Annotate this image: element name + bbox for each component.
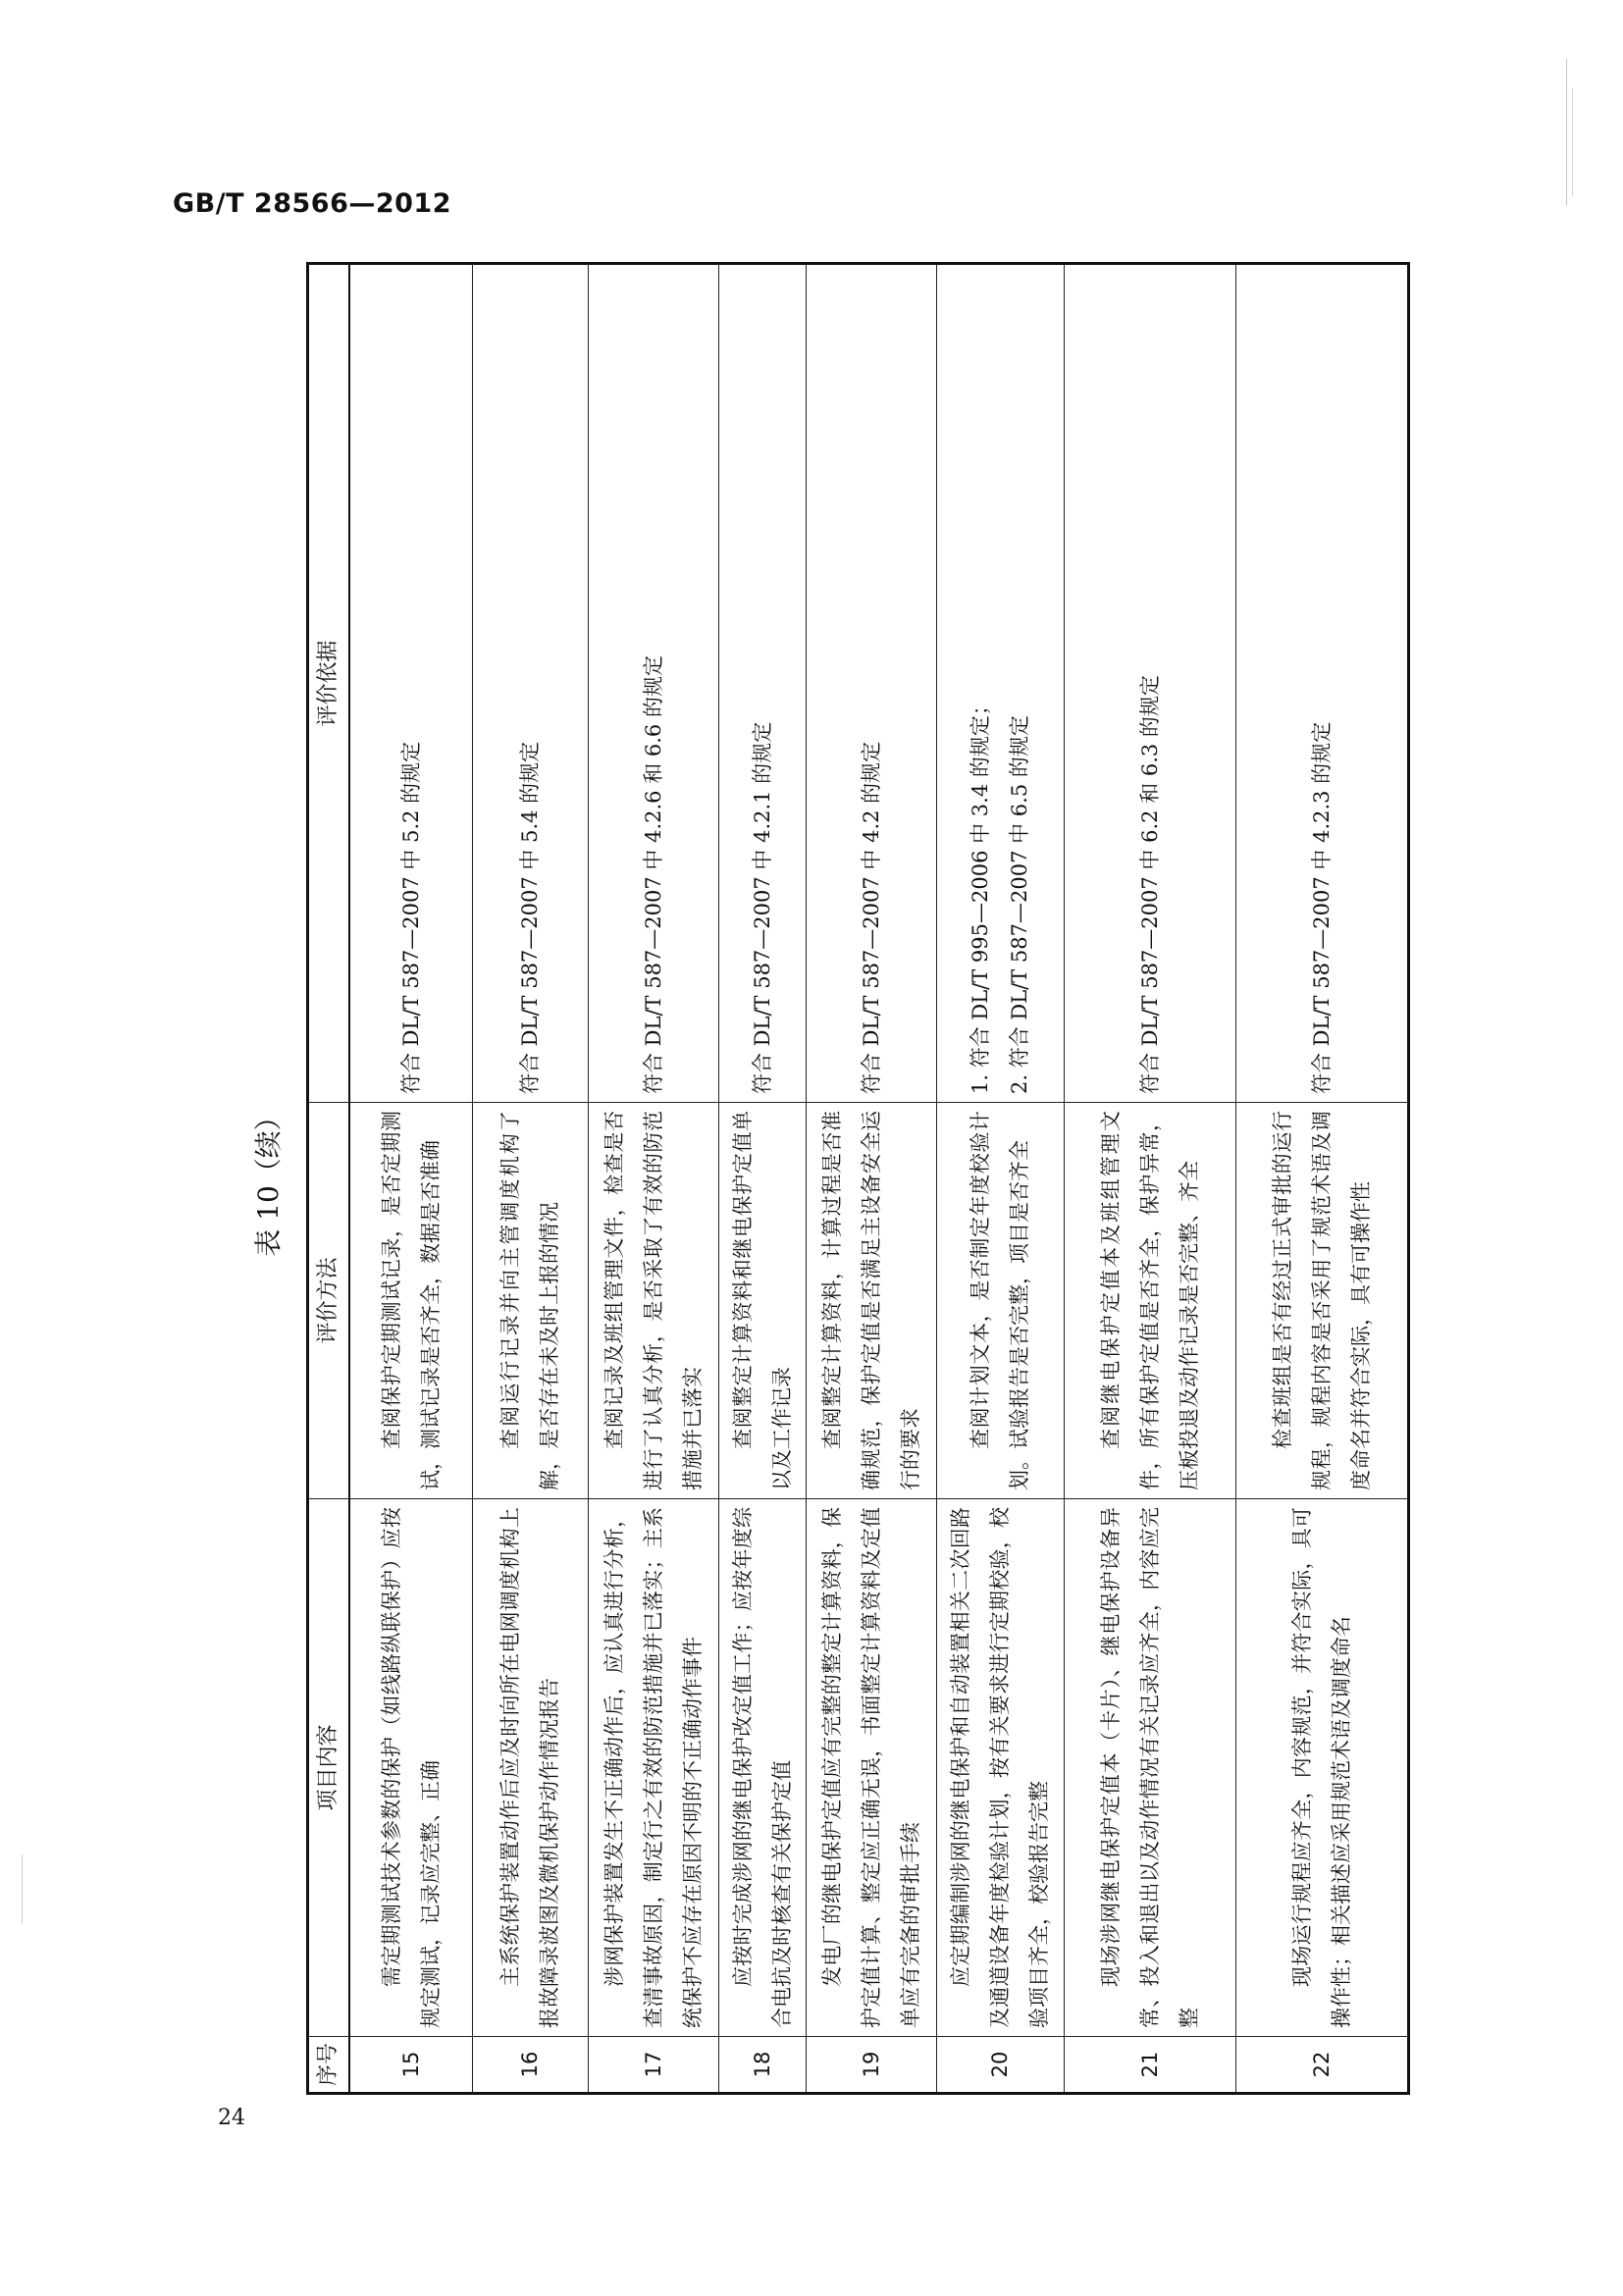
row-basis <box>588 264 718 1103</box>
row-method: 查阅计划文本，是否制定年度校验计划。试验报告是否完整，项目是否齐全 <box>936 1103 1064 1499</box>
table-caption: 表 10（续） <box>252 1103 285 1257</box>
column-header-seq: 序号 <box>308 2037 350 2094</box>
standard-number: GB/T 28566—2012 <box>173 188 451 219</box>
row-basis <box>806 264 936 1103</box>
row-seq: 20 <box>936 2037 1064 2094</box>
table-row <box>1064 264 1235 2094</box>
table-row <box>472 264 588 2094</box>
basis-line: 符合 DL/T 587—2007 中 5.4 的规定 <box>518 741 542 1094</box>
column-header-content: 项目内容 <box>308 1499 350 2037</box>
table-header-row <box>308 264 350 2094</box>
scan-margin-line <box>1566 59 1567 206</box>
basis-line: 符合 DL/T 587—2007 中 6.2 和 6.3 的规定 <box>1137 675 1162 1094</box>
table-row <box>806 264 936 2094</box>
row-basis <box>349 264 472 1103</box>
row-method: 查阅保护定期测试记录，是否定期测试，测试记录是否齐全，数据是否准确 <box>349 1103 472 1499</box>
row-seq: 15 <box>349 2037 472 2094</box>
row-seq: 18 <box>718 2037 806 2094</box>
basis-line: 2. 符合 DL/T 587—2007 中 6.5 的规定 <box>1008 715 1031 1094</box>
basis-line: 符合 DL/T 587—2007 中 4.2.1 的规定 <box>750 721 774 1094</box>
page-number: 24 <box>218 2106 245 2130</box>
row-basis <box>1235 264 1408 1103</box>
row-content: 现场涉网继电保护定值本（卡片）、继电保护设备异常、投入和退出以及动作情况有关记录应齐全，内容应完整 <box>1064 1499 1235 2037</box>
row-basis <box>718 264 806 1103</box>
row-method: 查阅整定计算资料，计算过程是否准确规范，保护定值是否满足主设备安全运行的要求 <box>806 1103 936 1499</box>
column-header-method: 评价方法 <box>308 1103 350 1499</box>
row-basis <box>936 264 1064 1103</box>
basis-line: 符合 DL/T 587—2007 中 4.2 的规定 <box>859 741 883 1094</box>
row-seq: 17 <box>588 2037 718 2094</box>
row-content: 主系统保护装置动作后应及时向所在电网调度机构上报故障录波图及微机保护动作情况报告 <box>472 1499 588 2037</box>
row-method: 检查班组是否有经过正式审批的运行规程，规程内容是否采用了规范术语及调度命名并符合实际，具有可操作性 <box>1235 1103 1408 1499</box>
row-seq: 22 <box>1235 2037 1408 2094</box>
basis-line: 符合 DL/T 587—2007 中 5.2 的规定 <box>398 741 423 1094</box>
row-method: 查阅记录及班组管理文件，检查是否进行了认真分析，是否采取了有效的防范措施并已落实 <box>588 1103 718 1499</box>
row-method: 查阅运行记录并向主管调度机构了解，是否存在未及时上报的情况 <box>472 1103 588 1499</box>
row-content: 需定期测试技术参数的保护（如线路纵联保护）应按规定测试，记录应完整、正确 <box>349 1499 472 2037</box>
row-basis <box>472 264 588 1103</box>
basis-line: 1. 符合 DL/T 995—2006 中 3.4 的规定； <box>969 695 992 1094</box>
scan-margin-mark <box>22 1854 23 1923</box>
evaluation-table <box>306 262 1410 2095</box>
row-content: 涉网保护装置发生不正确动作后，应认真进行分析，查清事故原因，制定行之有效的防范措施并已落实；主系统保护不应存在原因不明的不正确动作事件 <box>588 1499 718 2037</box>
basis-line: 符合 DL/T 587—2007 中 4.2.3 的规定 <box>1309 721 1334 1094</box>
rotated-table-block <box>247 265 1442 2095</box>
table-row <box>718 264 806 2094</box>
table-row <box>1235 264 1408 2094</box>
scan-margin-line <box>1572 88 1573 196</box>
row-seq: 21 <box>1064 2037 1235 2094</box>
basis-line: 符合 DL/T 587—2007 中 4.2.6 和 6.6 的规定 <box>641 655 665 1094</box>
row-seq: 16 <box>472 2037 588 2094</box>
row-content: 应定期编制涉网的继电保护和自动装置相关二次回路及通道设备年度检验计划，按有关要求进行定期校验，校验项目齐全，校验报告完整 <box>936 1499 1064 2037</box>
row-basis <box>1064 264 1235 1103</box>
row-content: 应按时完成涉网的继电保护改定值工作；应按年度综合电抗及时核查有关保护定值 <box>718 1499 806 2037</box>
row-method: 查阅整定计算资料和继电保护定值单以及工作记录 <box>718 1103 806 1499</box>
row-method: 查阅继电保护定值本及班组管理文件，所有保护定值是否齐全，保护异常，压板投退及动作记录是否完整、齐全 <box>1064 1103 1235 1499</box>
table-row <box>588 264 718 2094</box>
row-content: 发电厂的继电保护定值应有完整的整定计算资料，保护定值计算、整定应正确无误，书面整定计算资料及定值单应有完备的审批手续 <box>806 1499 936 2037</box>
table-row <box>349 264 472 2094</box>
row-content: 现场运行规程应齐全，内容规范，并符合实际，具可操作性；相关描述应采用规范术语及调度命名 <box>1235 1499 1408 2037</box>
table-row <box>936 264 1064 2094</box>
row-seq: 19 <box>806 2037 936 2094</box>
column-header-basis: 评价依据 <box>308 264 350 1103</box>
